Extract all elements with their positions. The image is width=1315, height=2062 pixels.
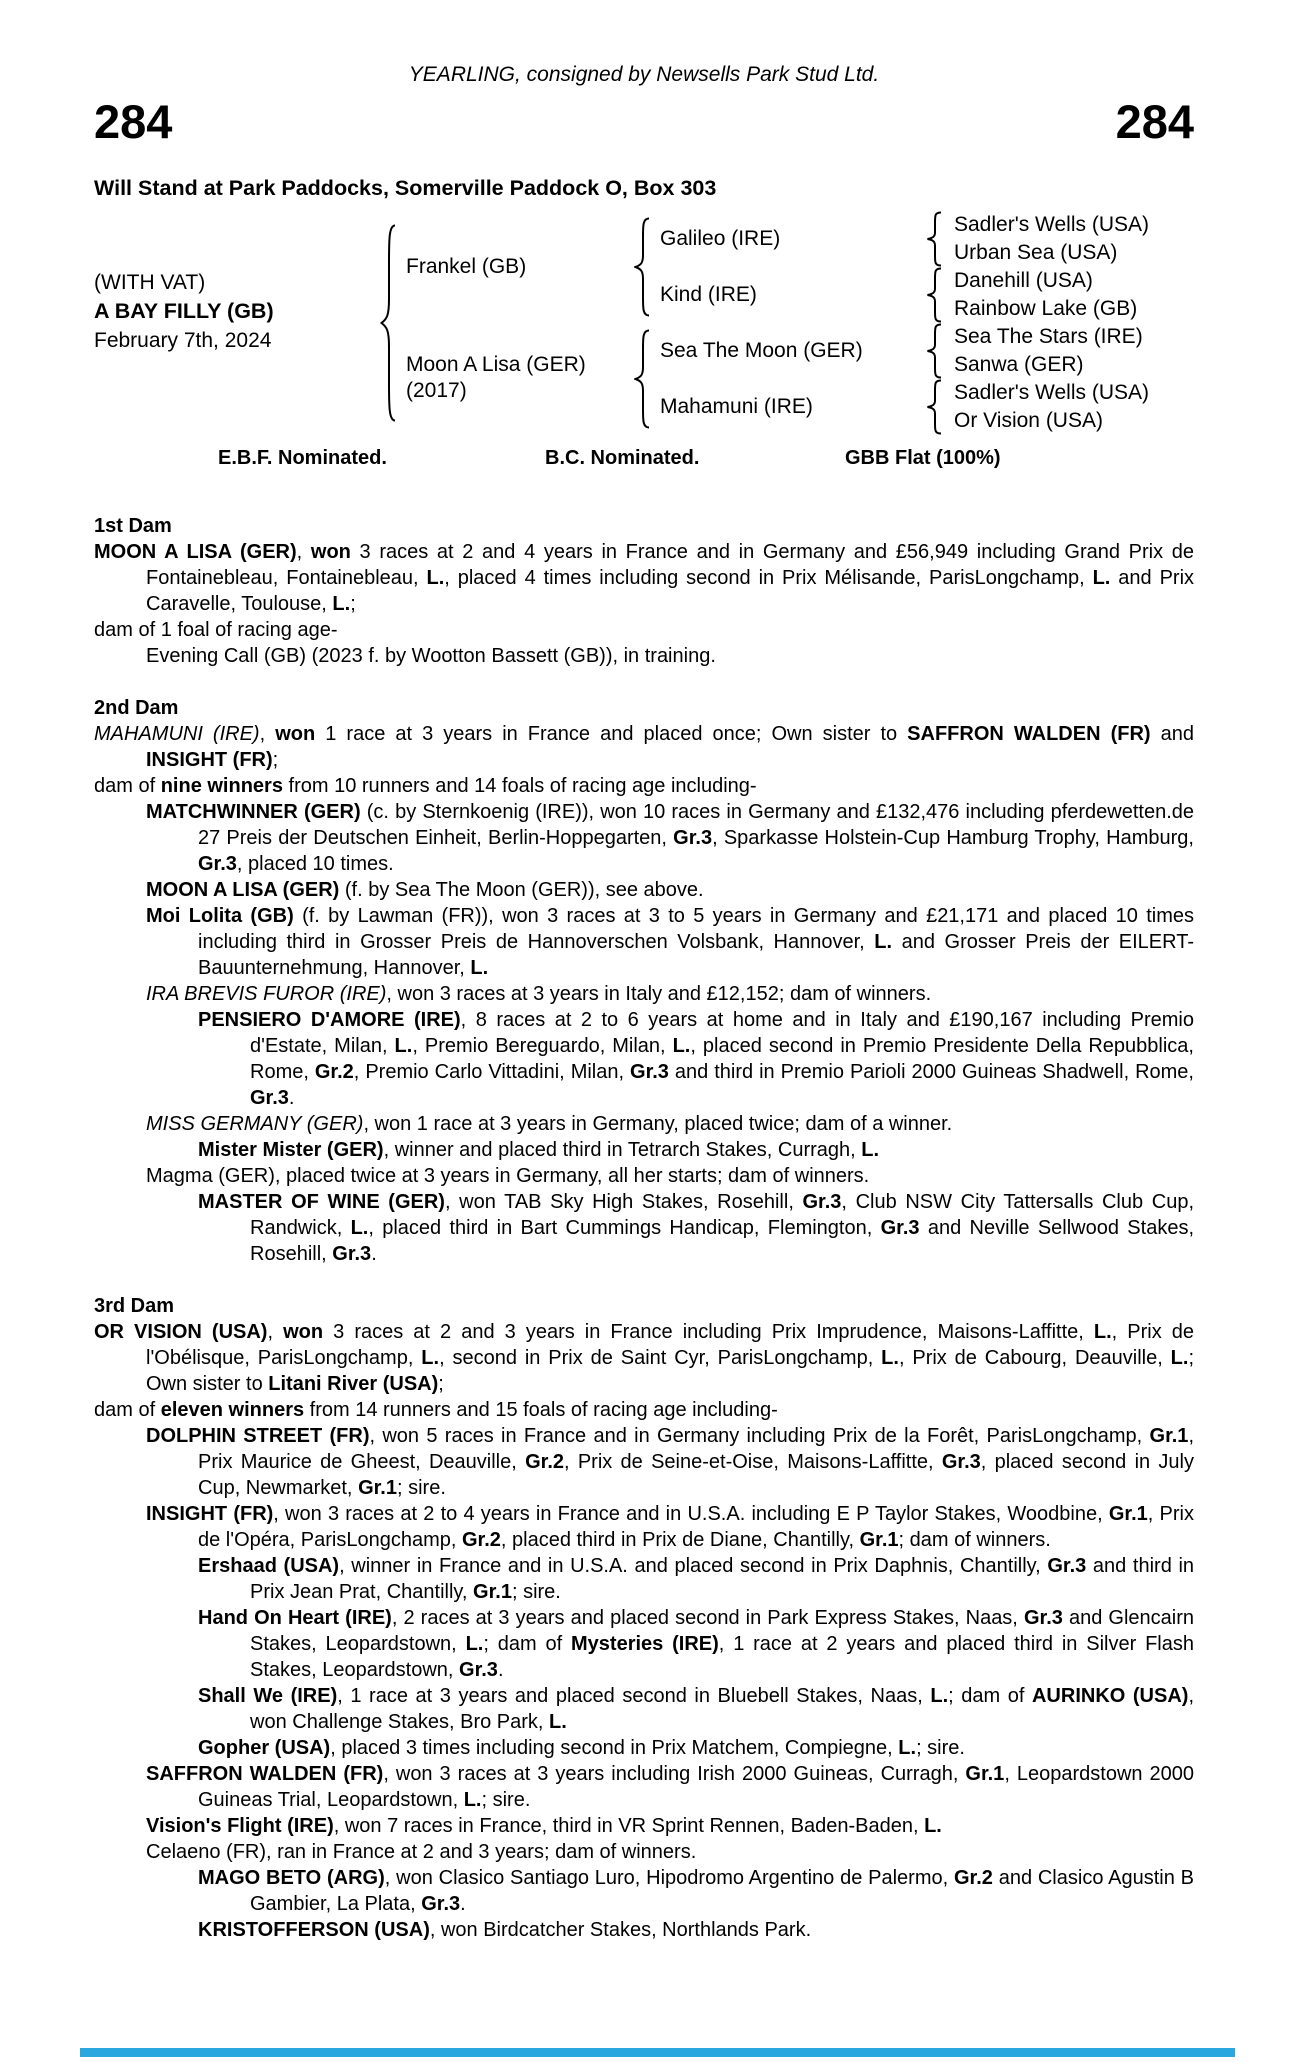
text-run: won [310, 541, 351, 563]
text-run: L. [421, 1347, 440, 1369]
text-run: MAHAMUNI (IRE) [94, 723, 260, 745]
text-run: L. [426, 567, 445, 589]
text-run: , [296, 541, 311, 563]
text-run: ; sire. [481, 1789, 531, 1811]
pedigree-paragraph [146, 1111, 1194, 1137]
text-run: , won 5 races in France and in Germany including Prix de la Forêt, ParisLongchamp, [369, 1425, 1150, 1447]
text-run: Gr.3 [802, 1191, 842, 1213]
text-run: Shall We (IRE) [198, 1685, 338, 1707]
pedigree-paragraph [94, 721, 1194, 773]
text-run: Gr.1 [1149, 1425, 1189, 1447]
pedigree-brace-grandsire2 [926, 323, 942, 379]
text-run: ; sire. [916, 1737, 965, 1759]
pedigree-paragraph [198, 1735, 1194, 1761]
lot-number-right: 284 [1115, 95, 1194, 148]
text-run: L. [394, 1035, 413, 1057]
text-run: (f. by Sea The Moon (GER)), see above. [339, 879, 704, 901]
pedigree-brace-gen1 [380, 224, 396, 422]
text-run: L. [1093, 1321, 1112, 1343]
pedigree-paragraph [146, 1423, 1194, 1501]
text-run: Gr.3 [673, 827, 713, 849]
text-run: L. [1092, 567, 1111, 589]
pedigree-paragraph [94, 539, 1195, 617]
granddam2-name: Mahamuni (IRE) [660, 395, 813, 418]
text-run: , Prix de Cabourg, Deauville, [898, 1347, 1171, 1369]
text-run: Moi Lolita (GB) [146, 905, 294, 927]
text-run: L. [874, 931, 893, 953]
text-run: 3 races at 2 and 3 years in France including Prix Imprudence, Maisons-Laffitte, [323, 1321, 1094, 1343]
pedigree-brace-granddam1 [926, 267, 942, 323]
text-run: Gr.2 [525, 1451, 564, 1473]
dam-section [94, 1293, 1194, 1943]
text-run: SAFFRON WALDEN (FR) [907, 723, 1151, 745]
dam-name: Moon A Lisa (GER) [406, 353, 586, 376]
text-run: , Prix Maurice de Gheest, Deauville, [198, 1425, 1194, 1473]
text-run: L. [332, 593, 351, 615]
text-run: , placed third in Bart Cummings Handicap, Flemington, [368, 1217, 881, 1239]
pedigree-paragraph [146, 981, 1194, 1007]
text-run: PENSIERO D'AMORE (IRE) [198, 1009, 461, 1031]
text-run: L. [465, 1633, 484, 1655]
text-run: Gr.3 [941, 1451, 981, 1473]
text-run: (c. by Sternkoenig (IRE)), won 10 races in Germany and £132,476 including pferdewetten.de 27 Preis der Deutschen Einheit, Berlin-Hoppegarten, [198, 801, 1195, 849]
text-run: dam of 1 foal of racing age- [94, 619, 338, 641]
text-run: , placed 4 times including second in Prix Mélisande, ParisLongchamp, [444, 567, 1093, 589]
pedigree-paragraph [198, 1605, 1195, 1683]
text-run: , won TAB Sky High Stakes, Rosehill, [444, 1191, 803, 1213]
pedigree-paragraph [146, 643, 1194, 669]
text-run: MATCHWINNER (GER) [146, 801, 361, 823]
text-run: ; Own sister to [146, 1347, 1194, 1395]
text-run: , won Birdcatcher Stakes, Northlands Park. [429, 1919, 812, 1941]
pedigree-paragraph [146, 1813, 1194, 1839]
foaling-date: February 7th, 2024 [94, 329, 272, 352]
text-run: Gr.1 [1108, 1503, 1148, 1525]
text-run: Litani River (USA) [268, 1373, 439, 1395]
text-run: , 1 race at 3 years and placed second in Bluebell Stakes, Naas, [337, 1685, 931, 1707]
gen3-name: Sadler's Wells (USA) [954, 213, 1149, 236]
nominations-row [94, 447, 1194, 473]
text-run: L. [1170, 1347, 1189, 1369]
text-run: and Clasico Agustin B Gambier, La Plata, [250, 1867, 1194, 1915]
pedigree-paragraph [146, 1839, 1194, 1865]
pedigree-paragraph [146, 877, 1194, 903]
gen3-name: Rainbow Lake (GB) [954, 297, 1138, 320]
text-run: Vision's Flight (IRE) [146, 1815, 334, 1837]
dam-section [94, 695, 1194, 1267]
pedigree-paragraph [146, 1163, 1194, 1189]
grandsire-name: Galileo (IRE) [660, 227, 781, 250]
lot-number-row [94, 95, 1194, 148]
text-run: , won Challenge Stakes, Bro Park, [250, 1685, 1194, 1733]
text-run: , winner in France and in U.S.A. and placed second in Prix Daphnis, Chantilly, [339, 1555, 1048, 1577]
text-run: L. [881, 1347, 899, 1369]
text-run: ; dam of [483, 1633, 572, 1655]
pedigree-table [94, 207, 1194, 439]
text-run: , winner and placed third in Tetrarch Stakes, Curragh, [383, 1139, 862, 1161]
text-run: and third in Prix Jean Prat, Chantilly, [250, 1555, 1195, 1603]
text-run: KRISTOFFERSON (USA) [198, 1919, 430, 1941]
pedigree-brace-sire [634, 217, 650, 317]
text-run: . [371, 1243, 377, 1265]
text-run: and third in Premio Parioli 2000 Guineas Shadwell, Rome, [668, 1061, 1194, 1083]
text-run: , placed 3 times including second in Prix Matchem, Compiegne, [330, 1737, 899, 1759]
dam-section [94, 513, 1194, 669]
text-run: L. [861, 1139, 880, 1161]
text-run: MOON A LISA (GER) [146, 879, 340, 901]
text-run: eleven winners [160, 1399, 305, 1421]
text-run: , [267, 1321, 284, 1343]
text-run: , Sparkasse Holstein-Cup Hamburg Trophy, Hamburg, [712, 827, 1194, 849]
text-run: Magma (GER), placed twice at 3 years in Germany, all her starts; dam of winners. [146, 1165, 870, 1187]
text-run: and Grosser Preis der EILERT-Bauunternehmung, Hannover, [198, 931, 1194, 979]
text-run: ; sire. [396, 1477, 446, 1499]
text-run: L. [672, 1035, 691, 1057]
text-run: L. [930, 1685, 949, 1707]
text-run: INSIGHT (FR) [146, 749, 273, 771]
text-run: , Prix de Seine-et-Oise, Maisons-Laffitte, [564, 1451, 942, 1473]
text-run: , Premio Carlo Vittadini, Milan, [353, 1061, 631, 1083]
text-run: L. [463, 1789, 482, 1811]
catalogue-page [94, 62, 1194, 1943]
bc-nominated: B.C. Nominated. [545, 447, 700, 469]
text-run: Gr.1 [358, 1477, 397, 1499]
text-run: AURINKO (USA) [1031, 1685, 1189, 1707]
text-run: ; [272, 749, 279, 771]
text-run: Gr.3 [1047, 1555, 1087, 1577]
text-run: 1 race at 3 years in France and placed once; Own sister to [315, 723, 908, 745]
text-run: Gr.1 [859, 1529, 899, 1551]
text-run: L. [898, 1737, 917, 1759]
text-run: , won 3 races at 3 years including Irish 2000 Guineas, Curragh, [383, 1763, 966, 1785]
pedigree-paragraph [198, 1917, 1194, 1943]
text-run: . [288, 1087, 295, 1109]
text-run: . [460, 1893, 466, 1915]
pedigree-paragraph [198, 1189, 1194, 1267]
lot-number-left: 284 [94, 95, 173, 148]
text-run: . [497, 1659, 504, 1681]
text-run: , Leopardstown 2000 Guineas Trial, Leopardstown, [198, 1763, 1195, 1811]
pedigree-brace-dam [634, 329, 650, 429]
pedigree-paragraph [198, 1137, 1194, 1163]
text-run: won [283, 1321, 324, 1343]
pedigree-paragraph [94, 617, 1194, 643]
dam-sections [94, 513, 1194, 1943]
dam-section-heading: 3rd Dam [94, 1295, 175, 1317]
text-run: , won 3 races at 2 to 4 years in France and in U.S.A. including E P Taylor Stakes, Woodbine, [273, 1503, 1109, 1525]
gen3-name: Sadler's Wells (USA) [954, 381, 1149, 404]
pedigree-brace-grandsire1 [926, 211, 942, 267]
text-run: ; sire. [511, 1581, 561, 1603]
pedigree-paragraph [94, 773, 1194, 799]
pedigree-paragraph [94, 1397, 1194, 1423]
text-run: MISS GERMANY (GER) [146, 1113, 364, 1135]
text-run: , [259, 723, 276, 745]
text-run: Gr.3 [250, 1087, 289, 1109]
text-run: Gr.3 [630, 1061, 669, 1083]
granddam-name: Kind (IRE) [660, 283, 757, 306]
text-run: Gr.3 [332, 1243, 372, 1265]
ebf-nominated: E.B.F. Nominated. [218, 447, 387, 469]
sire-name: Frankel (GB) [406, 255, 527, 278]
pedigree-paragraph [146, 799, 1195, 877]
text-run: OR VISION (USA) [94, 1321, 268, 1343]
consignor-line: YEARLING, consigned by Newsells Park Stud Ltd. [408, 63, 880, 86]
text-run: nine winners [160, 775, 283, 797]
text-run: ; [350, 593, 356, 615]
text-run: , Club NSW City Tattersalls Club Cup, Randwick, [250, 1191, 1194, 1239]
damsire-name: Sea The Moon (GER) [660, 339, 863, 362]
text-run: and Glencairn Stakes, Leopardstown, [250, 1607, 1195, 1655]
text-run: L. [470, 957, 489, 979]
text-run: L. [350, 1217, 369, 1239]
text-run: dam of [94, 775, 161, 797]
text-run: , Premio Bereguardo, Milan, [412, 1035, 673, 1057]
text-run: Celaeno (FR), ran in France at 2 and 3 years; dam of winners. [146, 1841, 697, 1863]
text-run: , placed 10 times. [236, 853, 394, 875]
dam-year: (2017) [406, 379, 467, 402]
text-run: , 2 races at 3 years and placed second in Park Express Stakes, Naas, [391, 1607, 1024, 1629]
stand-location-line: Will Stand at Park Paddocks, Somerville Paddock O, Box 303 [94, 176, 717, 200]
text-run: Gopher (USA) [198, 1737, 331, 1759]
footer-accent-bar [80, 2048, 1235, 2057]
text-run: MOON A LISA (GER) [94, 541, 297, 563]
text-run: dam of [94, 1399, 161, 1421]
text-run: DOLPHIN STREET (FR) [146, 1425, 370, 1447]
text-run: Ershaad (USA) [198, 1555, 340, 1577]
dam-section-heading: 1st Dam [94, 515, 172, 537]
gen3-name: Sanwa (GER) [954, 353, 1084, 376]
text-run: Gr.3 [421, 1893, 461, 1915]
text-run: L. [924, 1815, 942, 1837]
text-run: Gr.1 [473, 1581, 512, 1603]
text-run: Gr.3 [459, 1659, 498, 1681]
text-run: , placed third in Prix de Diane, Chantilly, [500, 1529, 860, 1551]
lot-description: A BAY FILLY (GB) [94, 299, 274, 323]
text-run: Mysteries (IRE) [571, 1633, 719, 1655]
pedigree-brace-granddam2 [926, 379, 942, 435]
pedigree-paragraph [146, 1501, 1194, 1553]
text-run: Gr.3 [1023, 1607, 1063, 1629]
text-run: INSIGHT (FR) [146, 1503, 274, 1525]
text-run: Gr.2 [461, 1529, 501, 1551]
text-run: Mister Mister (GER) [198, 1139, 384, 1161]
vat-note: (WITH VAT) [94, 271, 206, 294]
text-run: , placed second in July Cup, Newmarket, [198, 1451, 1194, 1499]
gen3-name: Sea The Stars (IRE) [954, 325, 1143, 348]
text-run: Hand On Heart (IRE) [198, 1607, 392, 1629]
text-run: , 1 race at 2 years and placed third in Silver Flash Stakes, Leopardstown, [250, 1633, 1194, 1681]
gen3-name: Or Vision (USA) [954, 409, 1103, 432]
text-run: and Prix Caravelle, Toulouse, [146, 567, 1195, 615]
text-run: Gr.3 [880, 1217, 920, 1239]
text-run: , 8 races at 2 to 6 years at home and in Italy and £190,167 including Premio d'Estate, Milan, [250, 1009, 1194, 1057]
pedigree-paragraph [198, 1865, 1194, 1917]
text-run: Gr.2 [953, 1867, 993, 1889]
text-run: , second in Prix de Saint Cyr, ParisLongchamp, [439, 1347, 882, 1369]
gbb-flat: GBB Flat (100%) [845, 447, 1001, 469]
text-run: from 14 runners and 15 foals of racing age including- [304, 1399, 778, 1421]
text-run: 3 races at 2 and 4 years in France and in Germany and £56,949 including Grand Prix de Fontainebleau, Fontainebleau, [146, 541, 1194, 589]
pedigree-paragraph [146, 1761, 1195, 1813]
text-run: Evening Call (GB) (2023 f. by Wootton Bassett (GB)), in training. [146, 645, 716, 667]
text-run: and [1150, 723, 1194, 745]
text-run: won [275, 723, 316, 745]
text-run: L. [549, 1711, 567, 1733]
pedigree-paragraph [198, 1553, 1195, 1605]
text-run: , won 7 races in France, third in VR Sprint Rennen, Baden-Baden, [333, 1815, 925, 1837]
pedigree-paragraph [198, 1683, 1194, 1735]
text-run: Gr.1 [965, 1763, 1005, 1785]
text-run: ; dam of [948, 1685, 1032, 1707]
gen3-name: Danehill (USA) [954, 269, 1093, 292]
text-run: , won 3 races at 3 years in Italy and £12,152; dam of winners. [386, 983, 932, 1005]
pedigree-paragraph [198, 1007, 1194, 1111]
pedigree-paragraph [94, 1319, 1195, 1397]
text-run: IRA BREVIS FUROR (IRE) [146, 983, 387, 1005]
text-run: , won Clasico Santiago Luro, Hipodromo Argentino de Palermo, [384, 1867, 954, 1889]
text-run: MAGO BETO (ARG) [198, 1867, 385, 1889]
text-run: , Prix de l'Opéra, ParisLongchamp, [198, 1503, 1194, 1551]
text-run: SAFFRON WALDEN (FR) [146, 1763, 384, 1785]
text-run: , Prix de l'Obélisque, ParisLongchamp, [146, 1321, 1195, 1369]
text-run: Gr.2 [314, 1061, 354, 1083]
dam-section-heading: 2nd Dam [94, 697, 179, 719]
pedigree-paragraph [146, 903, 1194, 981]
text-run: ; [438, 1373, 444, 1395]
text-run: ; dam of winners. [898, 1529, 1051, 1551]
text-run: (f. by Lawman (FR)), won 3 races at 3 to 5 years in Germany and £21,171 and placed 10 times including third in Grosser Preis de Hannoverschen Volsbank, Hannover, [198, 905, 1194, 953]
text-run: Gr.3 [198, 853, 237, 875]
text-run: and Neville Sellwood Stakes, Rosehill, [250, 1217, 1194, 1265]
text-run: from 10 runners and 14 foals of racing age including- [282, 775, 757, 797]
text-run: , won 1 race at 3 years in Germany, placed twice; dam of a winner. [363, 1113, 953, 1135]
text-run: , placed second in Premio Presidente Della Repubblica, Rome, [250, 1035, 1194, 1083]
gen3-name: Urban Sea (USA) [954, 241, 1118, 264]
text-run: MASTER OF WINE (GER) [198, 1191, 445, 1213]
